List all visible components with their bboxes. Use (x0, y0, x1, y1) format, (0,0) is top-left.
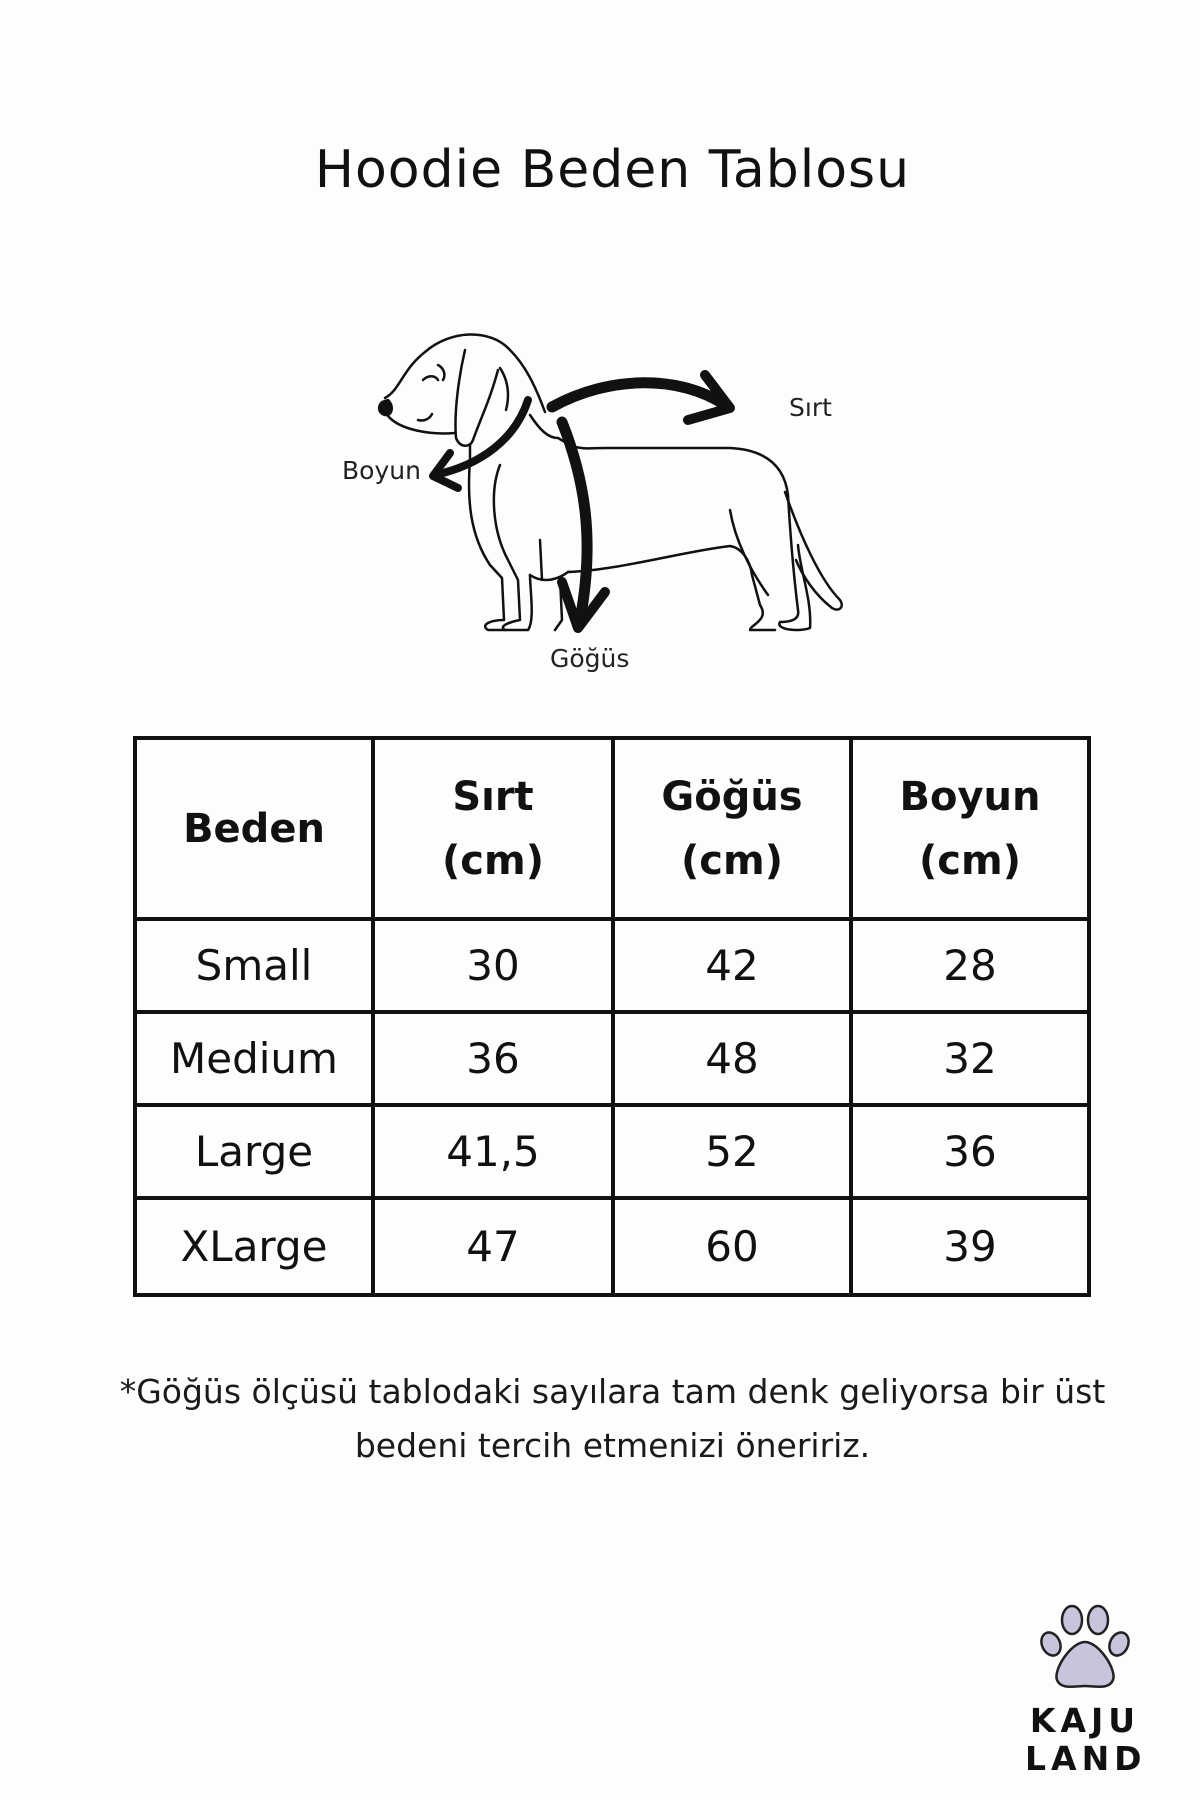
size-table (133, 736, 1091, 1297)
neck-cell: 28 (851, 919, 1089, 1012)
chest-cell: 60 (613, 1198, 851, 1295)
size-cell: Large (135, 1105, 373, 1198)
table-row (135, 1198, 1089, 1295)
neck-cell: 39 (851, 1198, 1089, 1295)
header-unit: (cm) (442, 837, 544, 884)
logo-text (1025, 1702, 1145, 1778)
back-cell: 47 (373, 1198, 613, 1295)
size-cell: Small (135, 919, 373, 1012)
header-size (135, 738, 373, 919)
back-label: Sırt (789, 393, 832, 422)
table-header-row (135, 738, 1089, 919)
footnote-line: *Göğüs ölçüsü tablodaki sayılara tam denk geliyorsa bir üst (119, 1372, 1106, 1411)
logo-line: LAND (1025, 1739, 1147, 1778)
back-arrow (552, 383, 725, 407)
size-cell: XLarge (135, 1198, 373, 1295)
chest-cell: 52 (613, 1105, 851, 1198)
table-row (135, 1012, 1089, 1105)
table-row (135, 1105, 1089, 1198)
header-text: Boyun (899, 773, 1041, 820)
header-back (373, 738, 613, 919)
size-cell: Medium (135, 1012, 373, 1105)
table-row (135, 919, 1089, 1012)
chest-cell: 48 (613, 1012, 851, 1105)
dog-measurement-illustration (330, 320, 890, 680)
header-neck (851, 738, 1089, 919)
logo-line: KAJU (1029, 1701, 1141, 1740)
back-cell: 41,5 (373, 1105, 613, 1198)
chest-cell: 42 (613, 919, 851, 1012)
chest-label: Göğüs (550, 644, 630, 673)
header-text: Sırt (452, 773, 534, 820)
paw-icon (1025, 1600, 1145, 1692)
measurement-arrows (433, 375, 730, 628)
neck-cell: 36 (851, 1105, 1089, 1198)
header-chest (613, 738, 851, 919)
back-cell: 30 (373, 919, 613, 1012)
neck-cell: 32 (851, 1012, 1089, 1105)
header-text: Beden (183, 805, 325, 852)
header-text: Göğüs (661, 773, 803, 820)
footnote-line: bedeni tercih etmenizi öneririz. (354, 1426, 871, 1465)
footnote (60, 1365, 1165, 1473)
header-unit: (cm) (681, 837, 783, 884)
header-unit: (cm) (919, 837, 1021, 884)
neck-label: Boyun (342, 456, 421, 485)
neck-arrow (435, 400, 528, 475)
back-cell: 36 (373, 1012, 613, 1105)
brand-logo (1025, 1600, 1145, 1778)
page-title: Hoodie Beden Tablosu (314, 140, 911, 200)
